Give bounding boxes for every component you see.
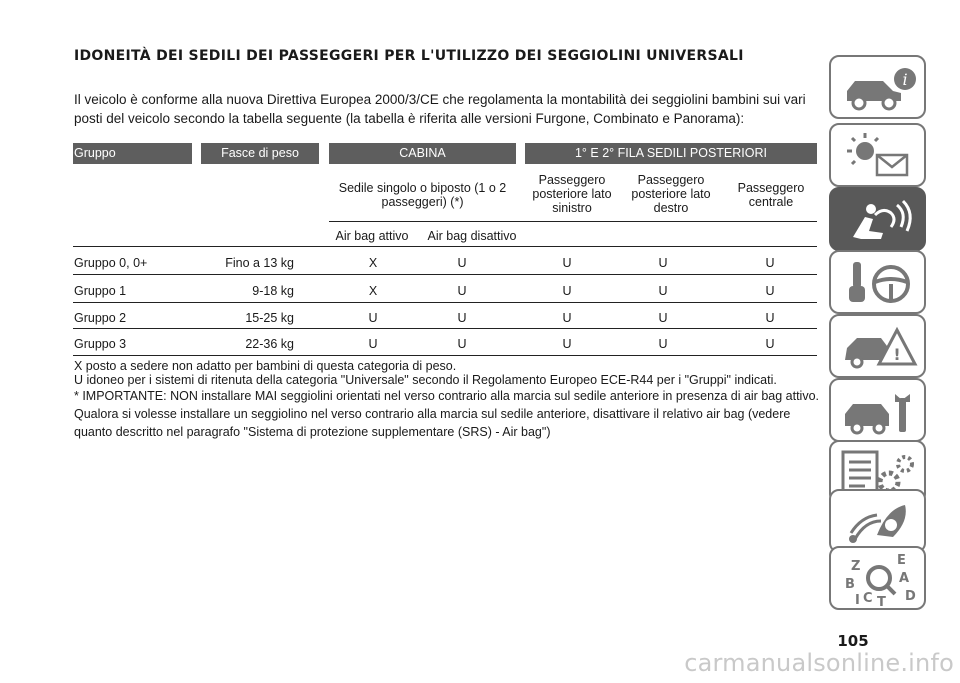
sidebar-tab-index[interactable] [829, 546, 926, 610]
car-maintenance-wrench-icon [831, 380, 928, 444]
table-cell: U [562, 256, 572, 270]
table-cell: U [765, 256, 775, 270]
row-weight-range: 22-36 kg [245, 337, 294, 351]
table-cell: U [765, 337, 775, 351]
sidebar-tab-warning-lights[interactable] [829, 123, 926, 187]
subheader-single-seat: Sedile singolo o biposto (1 o 2 passeggeri) (*) [338, 181, 507, 209]
index-letter: A [899, 571, 910, 586]
table-divider [73, 355, 817, 356]
table-cell: U [457, 284, 467, 298]
table-cell: U [457, 256, 467, 270]
header-weight: Fasce di peso [201, 143, 319, 164]
row-group-label: Gruppo 0, 0+ [74, 256, 148, 270]
table-cell: U [658, 311, 668, 325]
table-notes [74, 359, 824, 441]
table-cell: U [457, 337, 467, 351]
header-cabin: CABINA [329, 143, 516, 164]
sidebar-tab-emergency[interactable] [829, 314, 926, 378]
key-steering-wheel-icon [831, 252, 928, 316]
table-cell: U [457, 311, 467, 325]
table-cell: U [562, 311, 572, 325]
row-group-label: Gruppo 1 [74, 284, 127, 298]
table-divider [73, 246, 817, 247]
subheader-rear-right: Passeggero posteriore lato destro [631, 173, 711, 215]
header-rear-rows: 1° E 2° FILA SEDILI POSTERIORI [525, 143, 817, 164]
header-group: Gruppo [73, 143, 192, 164]
table-cell: U [368, 337, 378, 351]
table-cell: X [368, 256, 378, 270]
sidebar-tab-safety[interactable] [829, 187, 926, 251]
index-letter: I [855, 593, 860, 608]
watermark: carmanualsonline.info [684, 649, 954, 677]
warning-lights-message-icon [831, 125, 928, 189]
page-number: 105 [837, 632, 869, 650]
alphabetical-index-icon [831, 548, 928, 612]
sidebar-tab-multimedia[interactable] [829, 489, 926, 553]
table-cell: U [658, 337, 668, 351]
table-cell: X [368, 284, 378, 298]
subheader-airbag-on: Air bag attivo [335, 229, 409, 243]
table-divider [73, 274, 817, 275]
row-group-label: Gruppo 3 [74, 337, 127, 351]
note-important: * IMPORTANTE: NON installare MAI seggiolini orientati nel verso contrario alla marcia sul sedile anteriore in presenza di air bag attivo. Qualora si volesse installare un seggiolino nel verso contrario alla marcia sul sedile anteriore, disattivare il relativo air bag (vedere quanto descritto nel paragrafo "Sistema di protezione supplementare (SRS) - Air bag") [74, 389, 819, 439]
sidebar-tab-car-info[interactable] [829, 55, 926, 119]
row-group-label: Gruppo 2 [74, 311, 127, 325]
table-cell: U [658, 284, 668, 298]
sidebar-tab-maintenance[interactable] [829, 378, 926, 442]
svg-text:i: i [902, 70, 908, 89]
index-letter: Z [851, 559, 861, 574]
table-divider [73, 302, 817, 303]
subheader-rear-center: Passeggero centrale [737, 181, 805, 209]
subheader-rear-left: Passeggero posteriore lato sinistro [532, 173, 612, 215]
index-letter: D [905, 589, 916, 604]
table-divider [329, 221, 817, 222]
table-cell: U [765, 284, 775, 298]
index-letter: C [863, 591, 873, 606]
table-cell: U [562, 284, 572, 298]
index-letter: E [897, 553, 906, 568]
subheader-airbag-off: Air bag disattivo [427, 229, 517, 243]
seat-airbag-icon [831, 189, 928, 253]
table-divider [73, 328, 817, 329]
table-cell: U [765, 311, 775, 325]
index-letter: B [845, 577, 855, 592]
page-title: IDONEITÀ DEI SEDILI DEI PASSEGGERI PER L'UTILIZZO DEI SEGGIOLINI UNIVERSALI [74, 48, 744, 64]
index-letter: T [877, 595, 886, 610]
emergency-triangle-icon [831, 316, 928, 380]
svg-text:!: ! [893, 345, 901, 364]
row-weight-range: 15-25 kg [245, 311, 294, 325]
table-cell: U [368, 311, 378, 325]
car-info-icon [831, 57, 928, 121]
row-weight-range: 9-18 kg [252, 284, 294, 298]
sidebar-tab-starting[interactable] [829, 250, 926, 314]
note-x: X posto a sedere non adatto per bambini di questa categoria di peso. [74, 359, 457, 373]
table-cell: U [562, 337, 572, 351]
note-u: U idoneo per i sistemi di ritenuta della categoria "Universale" secondo il Regolamento Europeo ECE-R44 per i "Gruppi" indicati. [74, 373, 777, 387]
intro-paragraph: Il veicolo è conforme alla nuova Direttiva Europea 2000/3/CE che regolamenta la montabilità dei seggiolini bambini sui vari posti del veicolo secondo la tabella seguente (la tabella è riferita alle versioni Furgone, Combinato e Panorama): [74, 92, 806, 126]
table-cell: U [658, 256, 668, 270]
row-weight-range: Fino a 13 kg [225, 256, 294, 270]
